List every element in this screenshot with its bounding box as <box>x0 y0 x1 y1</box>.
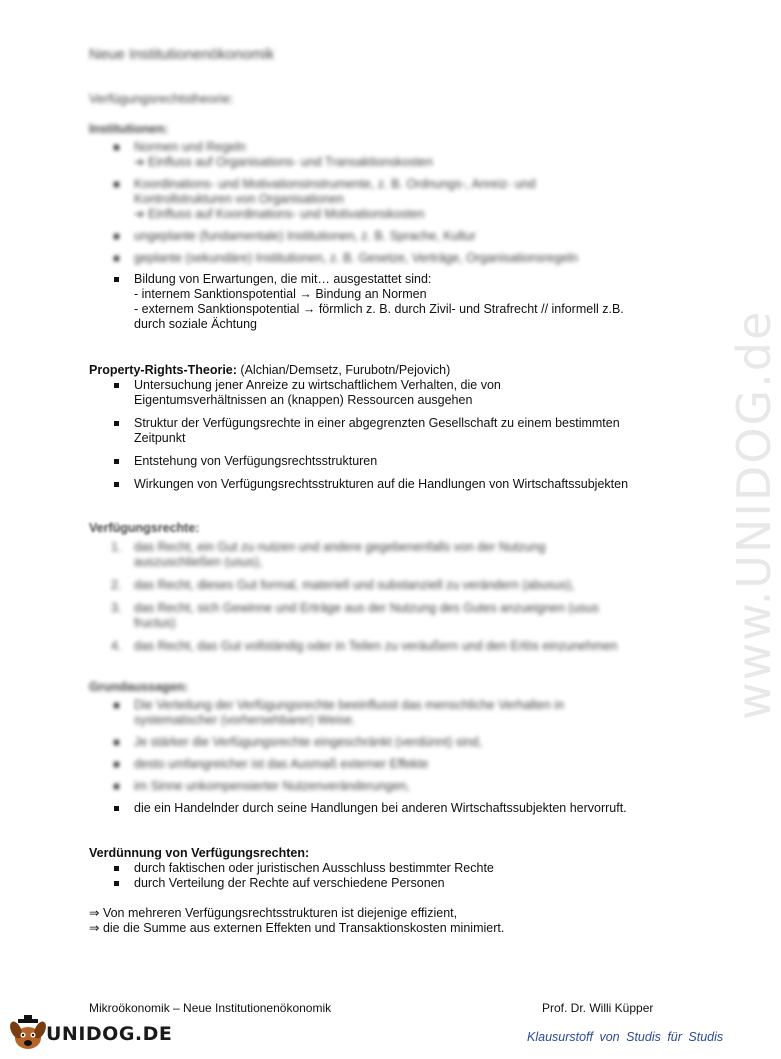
unidog-logo[interactable] <box>6 1014 173 1054</box>
list-item: ungeplante (fundamentale) Institutionen, z. B. Sprache, Kultur <box>89 229 679 244</box>
section-heading: Grundaussagen: <box>89 680 189 694</box>
list-item: durch Verteilung der Rechte auf verschiedene Personen <box>89 876 679 891</box>
list-item: Normen und Regeln ➔ Einfluss auf Organisations- und Transaktionskosten <box>89 140 679 170</box>
bullet-icon <box>114 806 119 811</box>
bullet-list <box>89 378 679 492</box>
list-item: 2. das Recht, dieses Gut formal, materiell und substanziell zu verändern (abusus), <box>111 578 575 592</box>
bullet-icon <box>114 256 119 261</box>
section-heading-note: (Alchian/Demsetz, Furubotn/Pejovich) <box>240 363 451 377</box>
numbered-list <box>89 540 679 654</box>
list-item: Bildung von Erwartungen, die mit… ausgestattet sind: - internem Sanktionspotential → Bindung an Normen - externem Sanktionspotential → förmlich z. B. durch Zivil- und Strafrecht // informell z.B. durch soziale Ächtung <box>89 272 679 332</box>
section-heading: Property-Rights-Theorie: <box>89 363 237 377</box>
list-item: Wirkungen von Verfügungsrechtsstrukturen auf die Handlungen von Wirtschaftssubjekten <box>89 477 679 492</box>
page-title: Neue Institutionenökonomik <box>89 46 275 63</box>
footer-course: Mikroökonomik – Neue Institutionenökonomik <box>89 1001 332 1015</box>
bullet-icon <box>114 182 119 187</box>
bullet-icon <box>114 762 119 767</box>
bullet-icon <box>114 459 119 464</box>
section-verduennung <box>89 846 679 891</box>
watermark: www.UNIDOG.de <box>727 309 781 720</box>
list-item: Koordinations- und Motivationsinstrumente, z. B. Ordnungs-, Anreiz- und Kontrollstrukturen von Organisationen ➔ Einfluss auf Koordinations- und Motivationskosten <box>89 177 679 222</box>
bullet-icon <box>114 881 119 886</box>
footer-author: Prof. Dr. Willi Küpper <box>542 1001 654 1015</box>
list-item: 1. das Recht, ein Gut zu nutzen und andere gegebenenfalls von der Nutzung auszuschließen (usus), <box>111 540 546 569</box>
list-item: Entstehung von Verfügungsrechtsstrukturen <box>89 454 679 469</box>
list-item: geplante (sekundäre) Institutionen, z. B. Gesetze, Verträge, Organisationsregeln <box>89 251 679 266</box>
section-grundaussagen <box>89 680 679 816</box>
tagline: Klausurstoff von Studis für Studis <box>527 1030 724 1044</box>
list-item: 3. das Recht, sich Gewinne und Erträge aus der Nutzung des Gutes anzueignen (usus fructus) <box>111 601 599 630</box>
list-item: durch faktischen oder juristischen Ausschluss bestimmter Rechte <box>89 861 679 876</box>
list-item: Struktur der Verfügungsrechte in einer abgegrenzten Gesellschaft zu einem bestimmten Zeitpunkt <box>89 416 679 446</box>
section-heading-row <box>89 363 679 378</box>
bullet-icon <box>114 145 119 150</box>
list-item: Die Verteilung der Verfügungsrechte beeinflusst das menschliche Verhalten in systematischer (vorhersehbarer) Weise. <box>89 698 679 728</box>
bullet-list <box>89 698 679 816</box>
list-item: desto umfangreicher ist das Ausmaß externer Effekte <box>89 757 679 772</box>
bullet-icon <box>114 703 119 708</box>
bullet-list <box>89 140 679 332</box>
bullet-icon <box>114 234 119 239</box>
list-item: 4. das Recht, das Gut vollständig oder in Teilen zu veräußern und den Erlös einzunehmen <box>111 639 618 653</box>
conclusion-line: ⇒ die die Summe aus externen Effekten und Transaktionskosten minimiert. <box>89 921 505 935</box>
dog-icon <box>6 1014 50 1054</box>
section-heading: Verdünnung von Verfügungsrechten: <box>89 846 310 860</box>
page-subtitle: Verfügungsrechtstheorie: <box>89 91 234 106</box>
bullet-list <box>89 861 679 891</box>
bullet-icon <box>114 277 119 282</box>
list-item: Untersuchung jener Anreize zu wirtschaftlichem Verhalten, die von Eigentumsverhältnissen an (knappen) Ressourcen ausgehen <box>89 378 679 408</box>
section-verfuegungsrechte <box>89 521 679 654</box>
section-heading: Verfügungsrechte: <box>89 521 200 535</box>
list-item: die ein Handelnder durch seine Handlungen bei anderen Wirtschaftssubjekten hervorruft. <box>89 801 679 816</box>
conclusion <box>89 906 689 936</box>
section-heading: Institutionen: <box>89 122 169 136</box>
list-item: Je stärker die Verfügungsrechte eingeschränkt (verdünnt) sind, <box>89 735 679 750</box>
conclusion-line: ⇒ Von mehreren Verfügungsrechtsstrukturen ist diejenige effizient, <box>89 906 458 920</box>
bullet-icon <box>114 421 119 426</box>
list-item: im Sinne unkompensierter Nutzenveränderungen, <box>89 779 679 794</box>
bullet-icon <box>114 740 119 745</box>
bullet-icon <box>114 866 119 871</box>
logo-text: UNIDOG.DE <box>46 1023 173 1045</box>
bullet-icon <box>114 784 119 789</box>
bullet-icon <box>114 482 119 487</box>
section-institutionen <box>89 122 679 332</box>
section-property-rights <box>89 363 679 492</box>
bullet-icon <box>114 383 119 388</box>
